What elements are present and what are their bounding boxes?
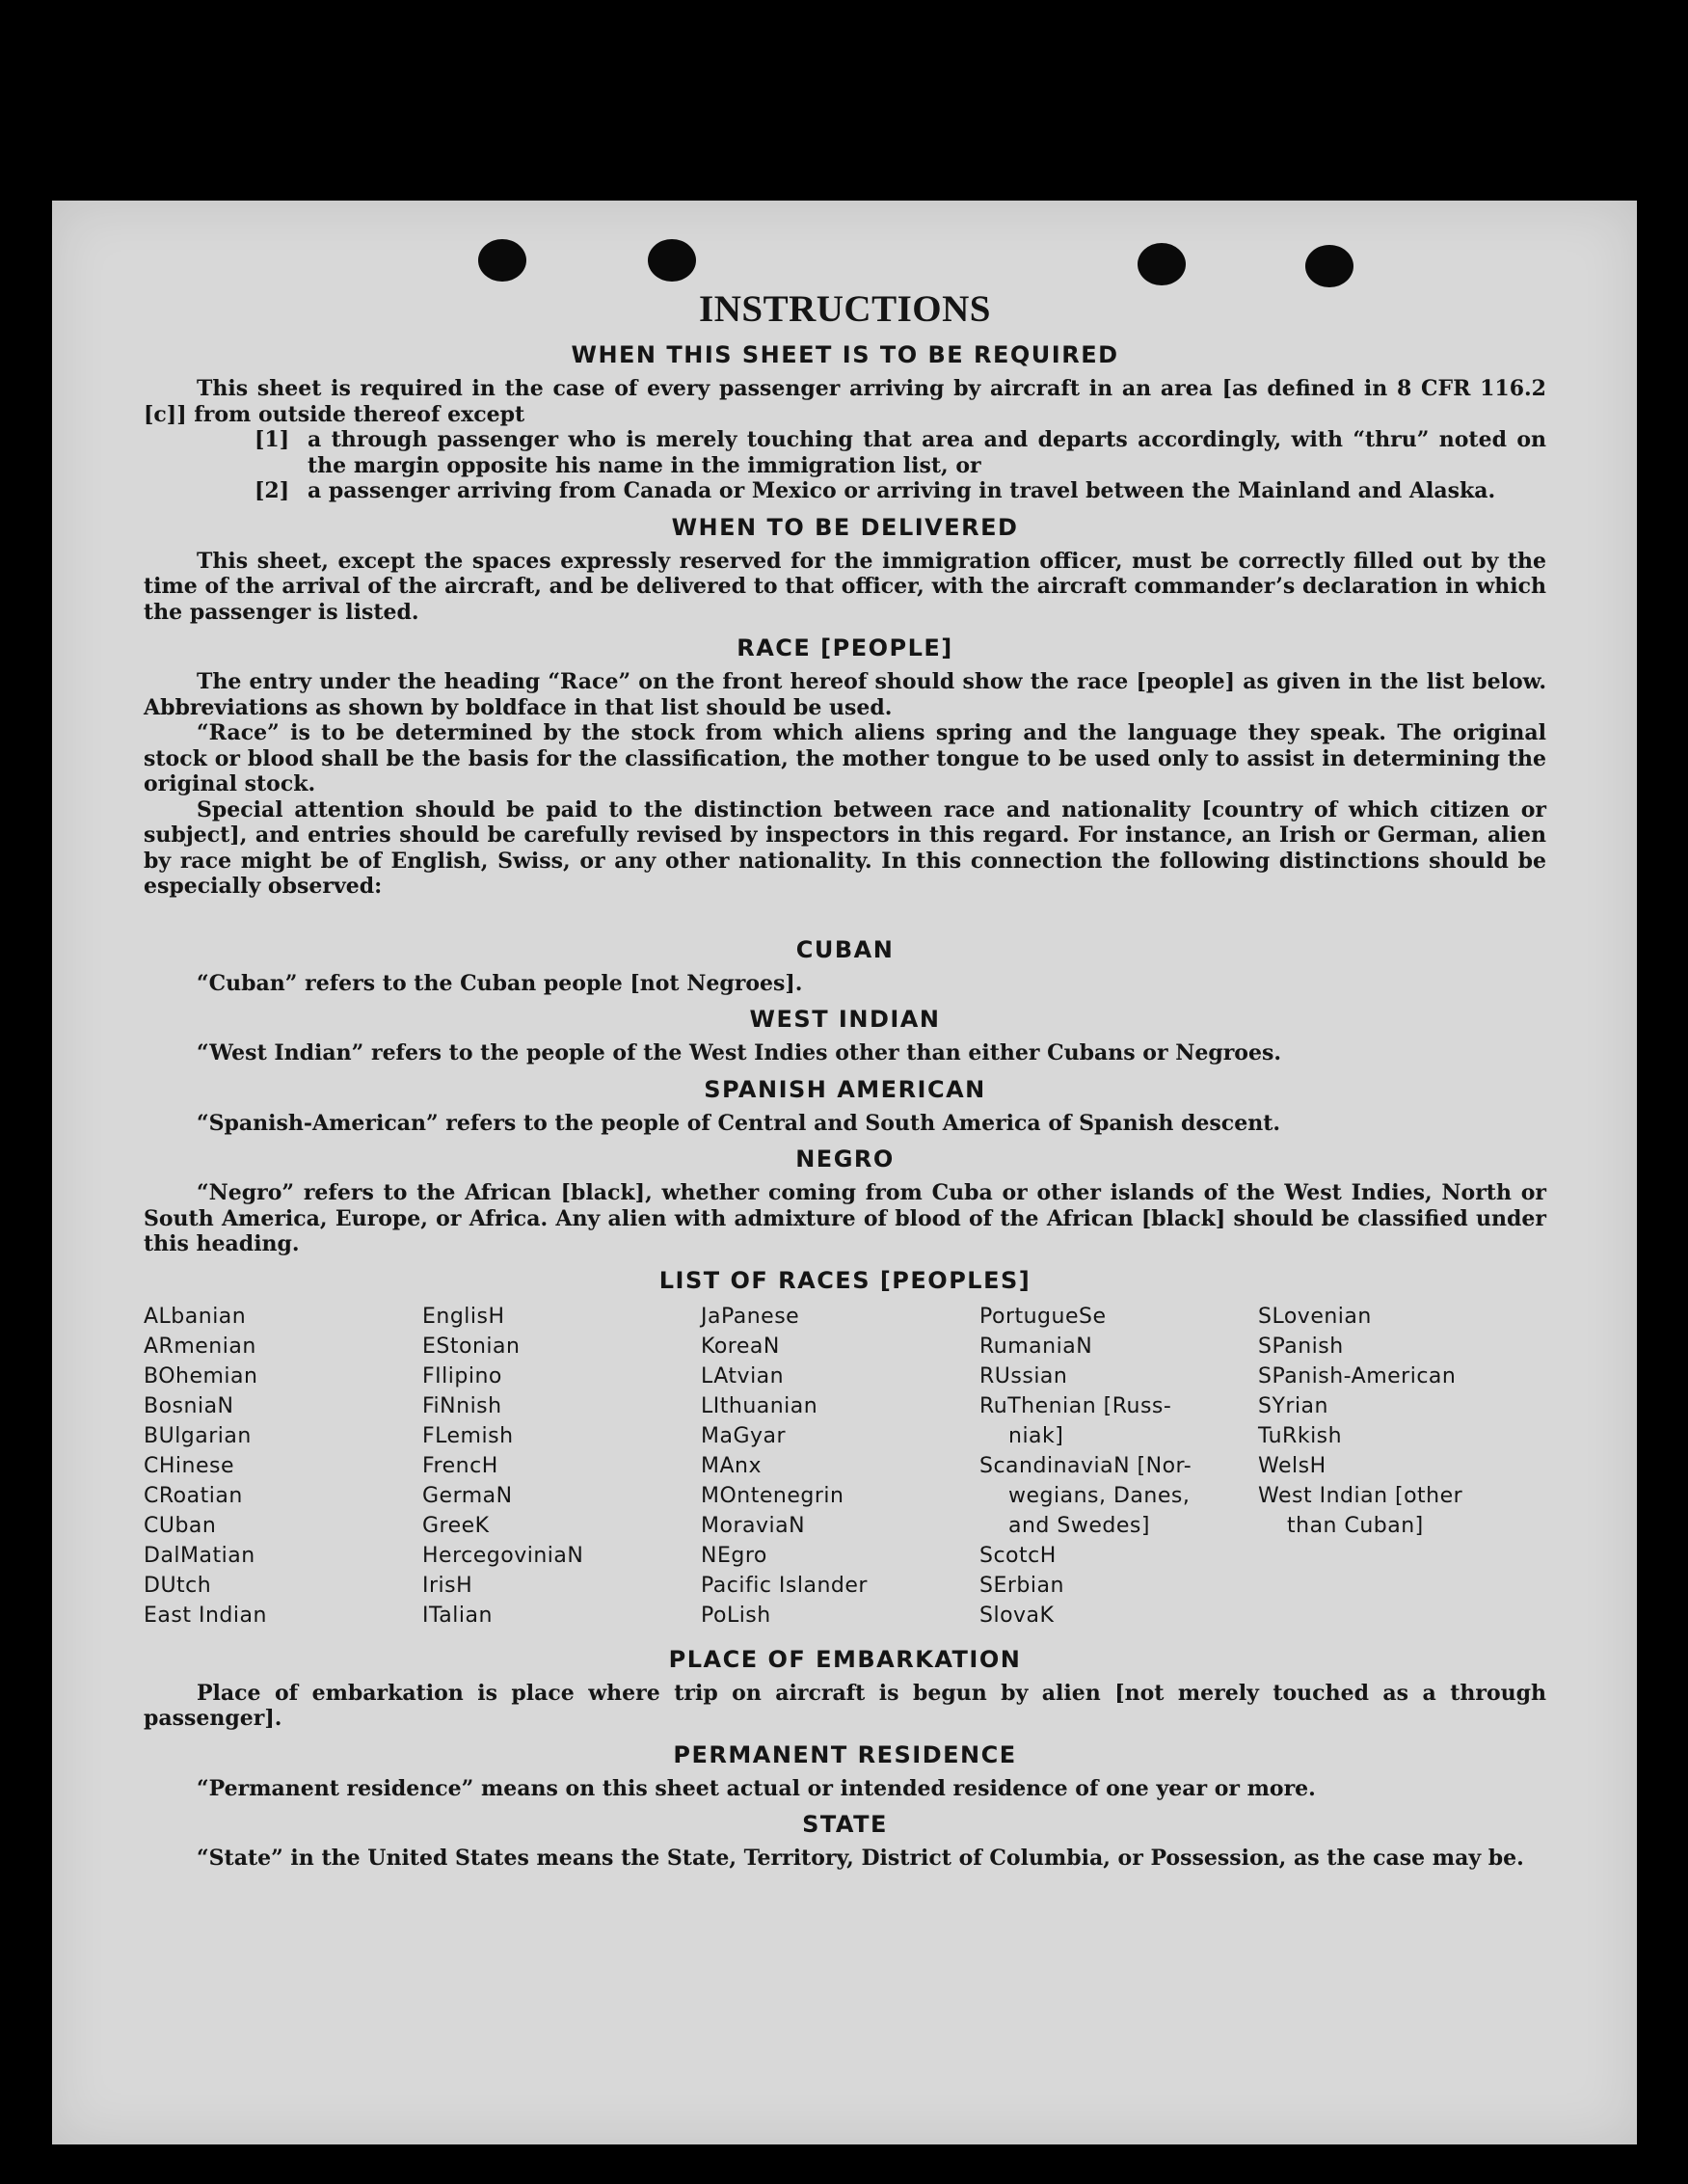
document-sheet <box>52 201 1637 2144</box>
spanish-american-text: “Spanish-American” refers to the people of Central and South America of Spanish descent. <box>197 1110 1281 1136</box>
exception-item <box>255 478 1546 504</box>
race-item-continuation: than Cuban] <box>1287 1513 1424 1538</box>
cuban-text: “Cuban” refers to the Cuban people [not Negroes]. <box>197 970 803 996</box>
race-item: LAtvian <box>701 1363 785 1389</box>
race-item: BUlgarian <box>144 1423 252 1448</box>
exception-text: a through passenger who is merely touching that area and departs accordingly, with “thru” noted on the margin opposite his name in the immigration list, or <box>308 427 1546 478</box>
heading-negro: NEGRO <box>795 1146 895 1173</box>
race-item: BOhemian <box>144 1363 258 1389</box>
delivered-text: This sheet, except the spaces expressly reserved for the immigration officer, must be correctly filled out by the time of the arrival of the aircraft, and be delivered to that officer, with the aircraft commander’s declaration in which the passenger is listed. <box>144 548 1546 625</box>
punch-hole <box>1138 243 1186 285</box>
race-item: ARmenian <box>144 1334 256 1359</box>
race-item: DalMatian <box>144 1543 255 1568</box>
race-item: WelsH <box>1258 1453 1326 1478</box>
heading-permanent-residence: PERMANENT RESIDENCE <box>673 1740 1017 1768</box>
race-item: FiNnish <box>422 1393 502 1418</box>
punch-hole <box>648 239 696 282</box>
race-item: PoLish <box>701 1603 771 1628</box>
race-item-continuation: wegians, Danes, <box>1008 1483 1191 1508</box>
punch-hole <box>478 239 526 282</box>
race-item: FrencH <box>422 1453 498 1478</box>
race-item: LIthuanian <box>701 1393 818 1418</box>
state-text: “State” in the United States means the State, Territory, District of Columbia, or Possession, as the case may be. <box>197 1846 1524 1871</box>
heading-embarkation: PLACE OF EMBARKATION <box>668 1645 1022 1673</box>
race-list <box>144 1302 1546 1631</box>
race-item: SErbian <box>979 1573 1064 1598</box>
heading-list-of-races: LIST OF RACES [PEOPLES] <box>658 1266 1032 1294</box>
embarkation-text: Place of embarkation is place where trip on aircraft is begun by alien [not merely touched as a through passenger]. <box>144 1680 1546 1731</box>
race-paragraph: The entry under the heading “Race” on the front hereof should show the race [people] as given in the list below. Abbreviations as shown by boldface in that list should be used. <box>144 669 1546 720</box>
race-item: CHinese <box>144 1453 234 1478</box>
race-item: NEgro <box>701 1543 767 1568</box>
race-item: BosniaN <box>144 1393 234 1418</box>
race-item: RuThenian [Russ- <box>979 1393 1172 1418</box>
exception-number: [2] <box>255 478 290 503</box>
race-paragraph: Special attention should be paid to the distinction between race and nationality [country of which citizen or subject], and entries should be carefully revised by inspectors in this regard. For instance, an Irish or German, alien by race might be of English, Swiss, or any other nationality. In this connection the following distinctions should be especially observed: <box>144 796 1546 899</box>
race-item: ScandinaviaN [Nor- <box>979 1453 1192 1478</box>
race-item: EnglisH <box>422 1304 505 1329</box>
race-item: JaPanese <box>701 1304 800 1329</box>
race-paragraph: “Race” is to be determined by the stock from which aliens spring and the language they speak. The original stock or blood shall be the basis for the classification, the mother tongue to be used only to assist in determining the original stock. <box>144 720 1546 796</box>
race-item: PortugueSe <box>979 1304 1107 1329</box>
exception-number: [1] <box>255 427 290 452</box>
west-indian-text: “West Indian” refers to the people of the West Indies other than either Cubans or Negroes. <box>197 1040 1282 1065</box>
race-item: MoraviaN <box>701 1513 806 1538</box>
instructions-content <box>144 287 1546 1872</box>
exception-text: a passenger arriving from Canada or Mexico or arriving in travel between the Mainland and Alaska. <box>308 478 1496 503</box>
race-item: EStonian <box>422 1334 521 1359</box>
race-item: FIlipino <box>422 1363 502 1389</box>
page-title: INSTRUCTIONS <box>699 288 991 330</box>
race-item: MOntenegrin <box>701 1483 844 1508</box>
race-item: ITalian <box>422 1603 493 1628</box>
race-item: West Indian [other <box>1258 1483 1463 1508</box>
race-item: SPanish-American <box>1258 1363 1457 1389</box>
heading-west-indian: WEST INDIAN <box>749 1006 941 1033</box>
negro-text: “Negro” refers to the African [black], whether coming from Cuba or other islands of the West Indies, North or South America, Europe, or Africa. Any alien with admixture of blood of the African [black] should be classified under this heading. <box>144 1180 1546 1256</box>
heading-race: RACE [PEOPLE] <box>737 634 953 661</box>
race-item: East Indian <box>144 1603 267 1628</box>
race-item: SLovenian <box>1258 1304 1372 1329</box>
race-item: RumaniaN <box>979 1334 1093 1359</box>
exception-item <box>255 427 1546 478</box>
heading-when-required: WHEN THIS SHEET IS TO BE REQUIRED <box>571 341 1119 368</box>
race-item: SYrian <box>1258 1393 1328 1418</box>
race-item: CRoatian <box>144 1483 243 1508</box>
race-column <box>1258 1302 1537 1631</box>
heading-cuban: CUBAN <box>795 935 895 963</box>
race-item-continuation: niak] <box>1008 1423 1064 1448</box>
race-column <box>422 1302 701 1631</box>
race-item: GermaN <box>422 1483 513 1508</box>
punch-hole <box>1305 245 1353 287</box>
heading-state: STATE <box>802 1811 888 1838</box>
heading-spanish-american: SPANISH AMERICAN <box>704 1075 986 1103</box>
race-item: DUtch <box>144 1573 212 1598</box>
race-item-continuation: and Swedes] <box>1008 1513 1150 1538</box>
race-item: IrisH <box>422 1573 473 1598</box>
race-item: KoreaN <box>701 1334 780 1359</box>
race-column <box>701 1302 979 1631</box>
race-column <box>979 1302 1258 1631</box>
race-item: GreeK <box>422 1513 490 1538</box>
race-item: MAnx <box>701 1453 762 1478</box>
race-item: MaGyar <box>701 1423 787 1448</box>
race-item: HercegoviniaN <box>422 1543 584 1568</box>
race-item: Pacific Islander <box>701 1573 868 1598</box>
race-item: ALbanian <box>144 1304 247 1329</box>
race-column <box>144 1302 422 1631</box>
race-item: SPanish <box>1258 1334 1344 1359</box>
race-item: ScotcH <box>979 1543 1057 1568</box>
race-item: SlovaK <box>979 1603 1055 1628</box>
residence-text: “Permanent residence” means on this sheet actual or intended residence of one year or more. <box>197 1775 1316 1801</box>
race-item: FLemish <box>422 1423 514 1448</box>
race-item: TuRkish <box>1258 1423 1343 1448</box>
heading-when-delivered: WHEN TO BE DELIVERED <box>671 513 1019 541</box>
race-item: RUssian <box>979 1363 1068 1389</box>
race-item: CUban <box>144 1513 217 1538</box>
required-intro: This sheet is required in the case of every passenger arriving by aircraft in an area [as defined in 8 CFR 116.2 [c]] from outside thereof except <box>144 376 1546 427</box>
